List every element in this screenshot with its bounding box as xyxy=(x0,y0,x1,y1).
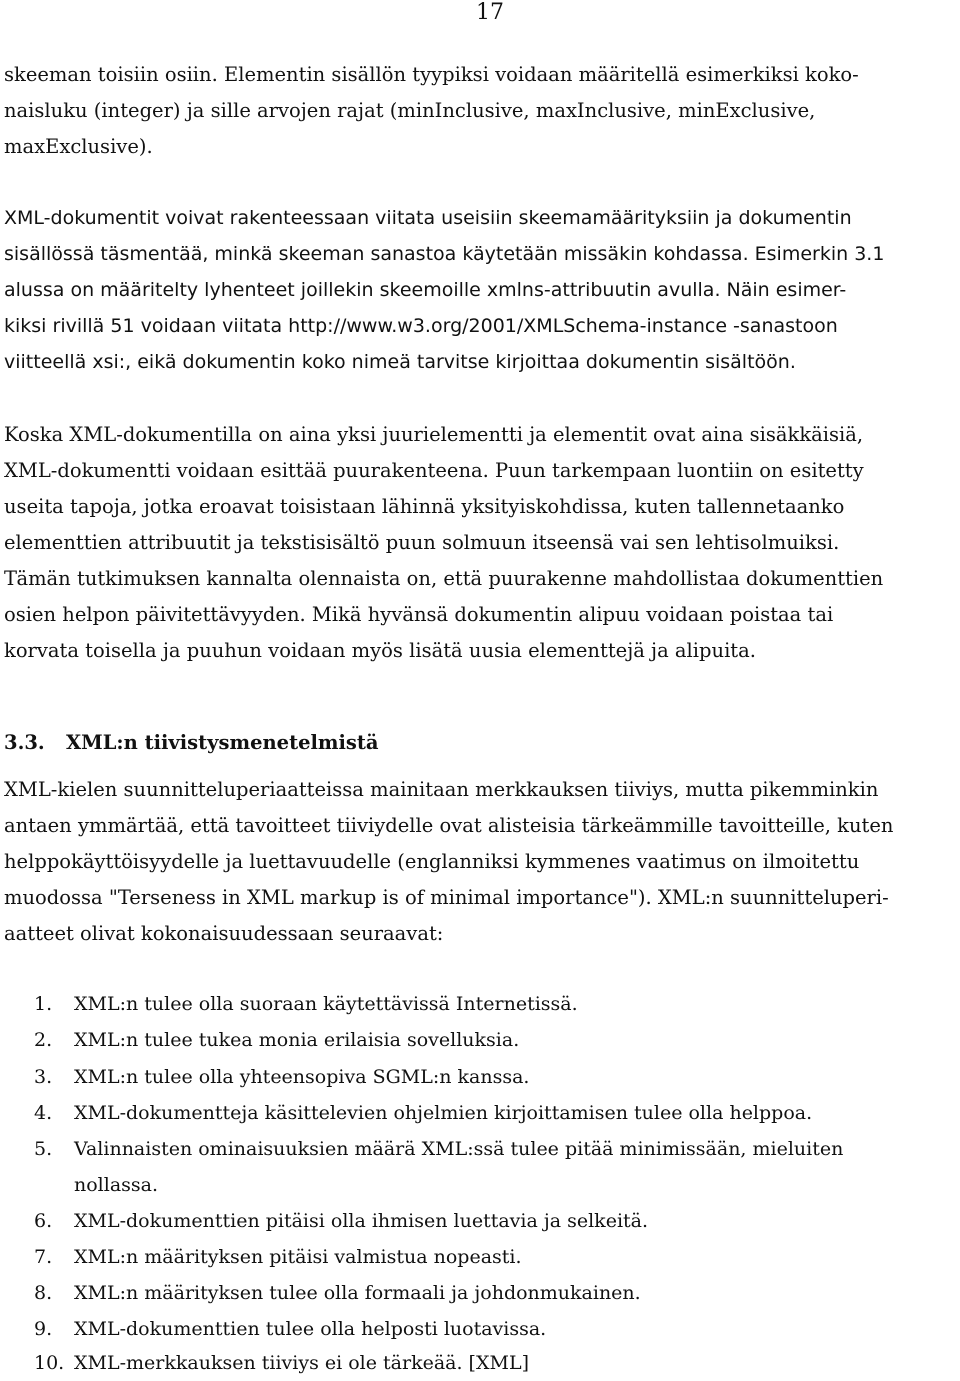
list-item xyxy=(34,1027,519,1053)
list-number: 8. xyxy=(34,1282,53,1304)
text-line: muodossa "Terseness in XML markup is of minimal importance"). XML:n suunnitteluperi- xyxy=(4,886,889,909)
text-line: viitteellä xsi:, eikä dokumentin koko nimeä tarvitse kirjoittaa dokumentin sisältöön. xyxy=(4,351,796,373)
text-line: antaen ymmärtää, että tavoitteet tiiviydelle ovat alisteisia tärkeämmille tavoitteille, kuten xyxy=(4,814,894,837)
list-text: XML:n määrityksen tulee olla formaali ja johdonmukainen. xyxy=(74,1282,641,1304)
section-heading xyxy=(4,730,379,756)
text-line: XML-dokumentit voivat rakenteessaan viitata useisiin skeemamäärityksiin ja dokumentin xyxy=(4,207,852,229)
text-line: useita tapoja, jotka eroavat toisistaan lähinnä yksityiskohdissa, kuten tallennetaanko xyxy=(4,495,845,518)
list-item xyxy=(34,1100,812,1126)
section-title: XML:n tiivistysmenetelmistä xyxy=(66,731,379,754)
text-line: aatteet olivat kokonaisuudessaan seuraavat: xyxy=(4,922,444,945)
text-line: korvata toisella ja puuhun voidaan myös lisätä uusia elementtejä ja alipuita. xyxy=(4,639,756,662)
section-number: 3.3. xyxy=(4,731,45,754)
list-text: XML-dokumenttien pitäisi olla ihmisen luettavia ja selkeitä. xyxy=(74,1210,649,1232)
list-item xyxy=(34,1136,843,1162)
list-item xyxy=(34,1316,546,1342)
list-item xyxy=(34,1280,641,1306)
list-number: 10. xyxy=(34,1352,65,1374)
list-item-continuation xyxy=(34,1172,158,1198)
text-line: maxExclusive). xyxy=(4,135,153,158)
text-line: XML-dokumentti voidaan esittää puurakenteena. Puun tarkempaan luontiin on esitetty xyxy=(4,459,864,482)
text-line: osien helpon päivitettävyyden. Mikä hyvänsä dokumentin alipuu voidaan poistaa tai xyxy=(4,603,834,626)
list-number: 2. xyxy=(34,1029,53,1051)
list-number: 1. xyxy=(34,993,53,1015)
list-item xyxy=(34,1350,529,1376)
list-text: Valinnaisten ominaisuuksien määrä XML:ssä tulee pitää minimissään, mieluiten xyxy=(74,1138,844,1160)
text-line: naisluku (integer) ja sille arvojen rajat (minInclusive, maxInclusive, minExclusive, xyxy=(4,99,816,122)
list-text: XML:n tulee olla yhteensopiva SGML:n kanssa. xyxy=(74,1066,530,1088)
list-number: 9. xyxy=(34,1318,53,1340)
text-line: XML-kielen suunnitteluperiaatteissa mainitaan merkkauksen tiiviys, mutta pikemminkin xyxy=(4,778,879,801)
text-line: kiksi rivillä 51 voidaan viitata http://www.w3.org/2001/XMLSchema-instance -sanastoon xyxy=(4,315,838,337)
text-line: skeeman toisiin osiin. Elementin sisällön tyypiksi voidaan määritellä esimerkiksi koko- xyxy=(4,63,859,86)
list-item xyxy=(34,1208,648,1234)
list-number: 3. xyxy=(34,1066,53,1088)
list-number: 7. xyxy=(34,1246,53,1268)
list-number: 5. xyxy=(34,1138,53,1160)
text-line: Tämän tutkimuksen kannalta olennaista on, että puurakenne mahdollistaa dokumenttien xyxy=(4,567,884,590)
list-text: nollassa. xyxy=(74,1174,159,1196)
page-number: 17 xyxy=(476,0,504,25)
text-line: helppokäyttöisyydelle ja luettavuudelle (englanniksi kymmenes vaatimus on ilmoitettu xyxy=(4,850,860,873)
list-text: XML-dokumentteja käsittelevien ohjelmien kirjoittamisen tulee olla helppoa. xyxy=(74,1102,813,1124)
list-number: 6. xyxy=(34,1210,53,1232)
text-line: Koska XML-dokumentilla on aina yksi juurielementti ja elementit ovat aina sisäkkäisiä, xyxy=(4,423,864,446)
list-text: XML-merkkauksen tiiviys ei ole tärkeää. [XML] xyxy=(74,1352,529,1374)
list-text: XML:n tulee tukea monia erilaisia sovelluksia. xyxy=(74,1029,520,1051)
list-item xyxy=(34,991,578,1017)
text-line: elementtien attribuutit ja tekstisisältö puun solmuun itseensä vai sen lehtisolmuiksi. xyxy=(4,531,840,554)
text-line: sisällössä täsmentää, minkä skeeman sanastoa käytetään missäkin kohdassa. Esimerkin 3.1 xyxy=(4,243,885,265)
list-number: 4. xyxy=(34,1102,53,1124)
list-item xyxy=(34,1064,529,1090)
list-text: XML:n tulee olla suoraan käytettävissä Internetissä. xyxy=(74,993,578,1015)
list-text: XML:n määrityksen pitäisi valmistua nopeasti. xyxy=(74,1246,522,1268)
text-line: alussa on määritelty lyhenteet joillekin skeemoille xmlns-attribuutin avulla. Näin esimer- xyxy=(4,279,847,301)
list-item xyxy=(34,1244,522,1270)
list-text: XML-dokumenttien tulee olla helposti luotavissa. xyxy=(74,1318,547,1340)
